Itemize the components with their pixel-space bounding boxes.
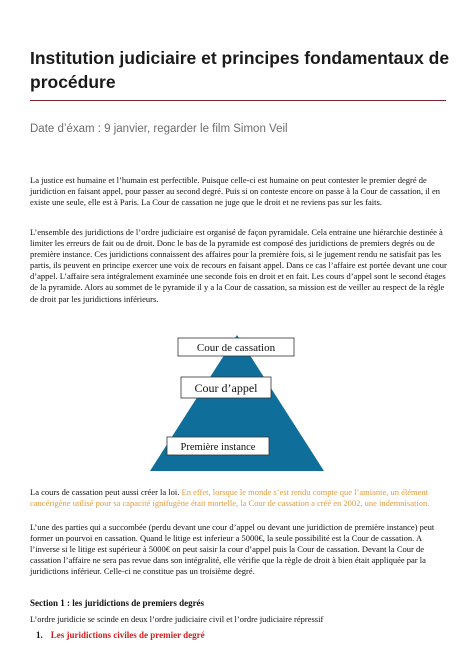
paragraph-pourvoi: L’une des parties qui a succombée (perdu devant une cour d’appel ou devant une juridiction de première instance) peut former un pourvoi en cassation. Quand le litige est inferieur a 5000€, la seule possibilité est la Cour de cassation. A l’inverse si le litige est supérieur à 5000€ on peut saisir la cour d’appel puis la Cour de cassation. Devant la Cour de cassation l’affaire ne sera pas revue dans son intégralité, elle vérifie que la règle de droit à bien était appliquée par la juridictions inférieur. Celle-ci ne constitue pas un troisième degré.	[30, 522, 435, 577]
pyramid-diagram	[148, 333, 326, 473]
pyramid-middle-label: Cour d’appel	[194, 381, 258, 395]
paragraph-pyramid: L’ensemble des juridictions de l’ordre judiciaire est organisé de façon pyramidale. Cela entraine une hiérarchie destinée à limiter les erreurs de fait ou de droit. Donc le bas de la pyramide est composé des juridictions de premiers degrés ou de première instance. Ces juridictions connaissent des affaires pour la première fois, si le jugement rendu ne satisfait pas les partis, ils peuvent en principe exercer une voix de recours en faisant appel. Dans ce cas l’affaire est portée devant une cour d’appel. L’affaire sera intégralement examinée une seconde fois en droit et en fait. Les cours d’appel sont le second étages de la pyramide. Alors au sommet de le pyramide il y a la Cour de cassation, sa mission est de veiller au respect de la règle de droit par les juridictions inférieurs.	[30, 227, 447, 304]
title-divider	[30, 100, 446, 101]
paragraph-intro: La justice est humaine et l’humain est perfectible. Puisque celle-ci est humaine on peut contester le premier degré de juridiction en faisant appel, pour passer au second degré. Puis si on conteste encore on passe à la Cour de cassation, il en existe une seule, elle est à Paris. La Cour de cassation ne juge que le droit et ne reviens pas sur les faits.	[30, 175, 441, 208]
list-item-number: 1.	[36, 630, 43, 640]
section-heading: Section 1 : les juridictions de premiers degrés	[30, 598, 205, 608]
paragraph-cassation	[30, 487, 450, 509]
page-title: Institution judiciaire et principes fondamentaux de procédure	[30, 48, 450, 92]
page-subtitle: Date d’éxam : 9 janvier, regarder le film Simon Veil	[30, 123, 288, 135]
paragraph-cassation-main: La cours de cassation peut aussi créer la loi.	[30, 487, 182, 497]
section-intro: L’ordre juridicie se scinde en deux l’ordre judiciaire civil et l’ordre judiciaire répressif	[30, 614, 324, 624]
list-item	[36, 630, 205, 640]
pyramid-bottom-label: Première instance	[180, 442, 256, 453]
list-item-label: Les juridictions civiles de premier degré	[50, 630, 205, 640]
pyramid-top-label: Cour de cassation	[196, 342, 276, 354]
paragraph-cassation-highlight: En effet, lorsque le monde s’est rendu compte que l’amiante, un élément cancérigène utilisé pour sa capacité ignifugène était mortelle, la Cour de cassation a créé en 2002, une indemnisation.	[30, 487, 430, 509]
